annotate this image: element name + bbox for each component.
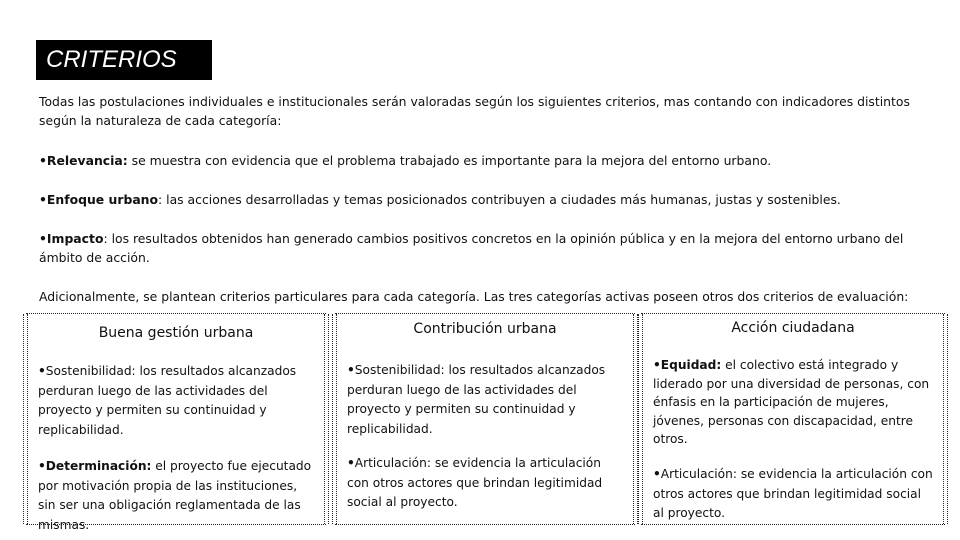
criterion-text: Articulación: se evidencia la articulación con otros actores que brindan legitimidad social al proyecto. <box>653 467 933 520</box>
column-heading: Acción ciudadana <box>731 320 855 336</box>
criterion-cell <box>653 356 935 449</box>
criterion-text: el proyecto fue ejecutado por motivación propia de las instituciones, sin ser una obligación reglamentada de las mismas. <box>38 459 312 532</box>
criterion-label: •Enfoque urbano <box>39 192 159 207</box>
criterion-impacto <box>39 229 944 267</box>
additional-paragraph: Adicionalmente, se plantean criterios particulares para cada categoría. Las tres categorías activas poseen otros dos criterios de evaluación: <box>39 289 909 304</box>
criterion-cell <box>347 454 625 513</box>
criterion-label: •Determinación: <box>38 459 152 473</box>
column-heading: Contribución urbana <box>413 321 557 337</box>
criterion-text: : los resultados obtenidos han generado cambios positivos concretos en la opinión pública y en la mejora del entorno urbano del ámbito de acción. <box>39 231 904 265</box>
criterion-text: Articulación: se evidencia la articulación con otros actores que brindan legitimidad social al proyecto. <box>347 456 603 509</box>
criterion-cell <box>38 362 316 440</box>
intro-paragraph: Todas las postulaciones individuales e institucionales serán valoradas según los siguientes criterios, mas contando con indicadores distintos según la naturaleza de cada categoría: <box>39 94 910 128</box>
criterion-text: el colectivo está integrado y liderado por una diversidad de personas, con énfasis en la participación de mujeres, jóvenes, personas con discapacidad, entre otros. <box>653 358 930 446</box>
criterion-cell <box>38 457 316 535</box>
criterion-cell <box>653 465 935 524</box>
criterion-text: : las acciones desarrolladas y temas posicionados contribuyen a ciudades más humanas, justas y sostenibles. <box>158 192 841 207</box>
category-column-accion-ciudadana <box>641 313 945 525</box>
category-column-contribucion <box>335 313 635 525</box>
criterion-text: Sostenibilidad: los resultados alcanzados perduran luego de las actividades del proyecto y permiten su continuidad y replicabilidad. <box>38 364 297 437</box>
criterion-text: se muestra con evidencia que el problema trabajado es importante para la mejora del entorno urbano. <box>127 153 772 168</box>
criterion-label: •Relevancia: <box>39 153 128 168</box>
criterion-enfoque-urbano <box>39 190 944 209</box>
criterion-label: •Impacto <box>39 231 104 246</box>
criterion-label: • <box>347 363 355 377</box>
criterion-relevancia <box>39 151 944 170</box>
criterion-label: • <box>38 364 46 378</box>
category-column-buena-gestion <box>26 313 326 532</box>
criterion-label: • <box>347 456 355 470</box>
criterion-label: • <box>653 467 661 481</box>
criterion-cell <box>347 361 625 439</box>
column-heading: Buena gestión urbana <box>98 325 254 341</box>
page-title: CRITERIOS <box>36 40 212 80</box>
criterion-text: Sostenibilidad: los resultados alcanzados perduran luego de las actividades del proyecto y permiten su continuidad y replicabilidad. <box>347 363 606 436</box>
criterion-label: •Equidad: <box>653 358 722 372</box>
